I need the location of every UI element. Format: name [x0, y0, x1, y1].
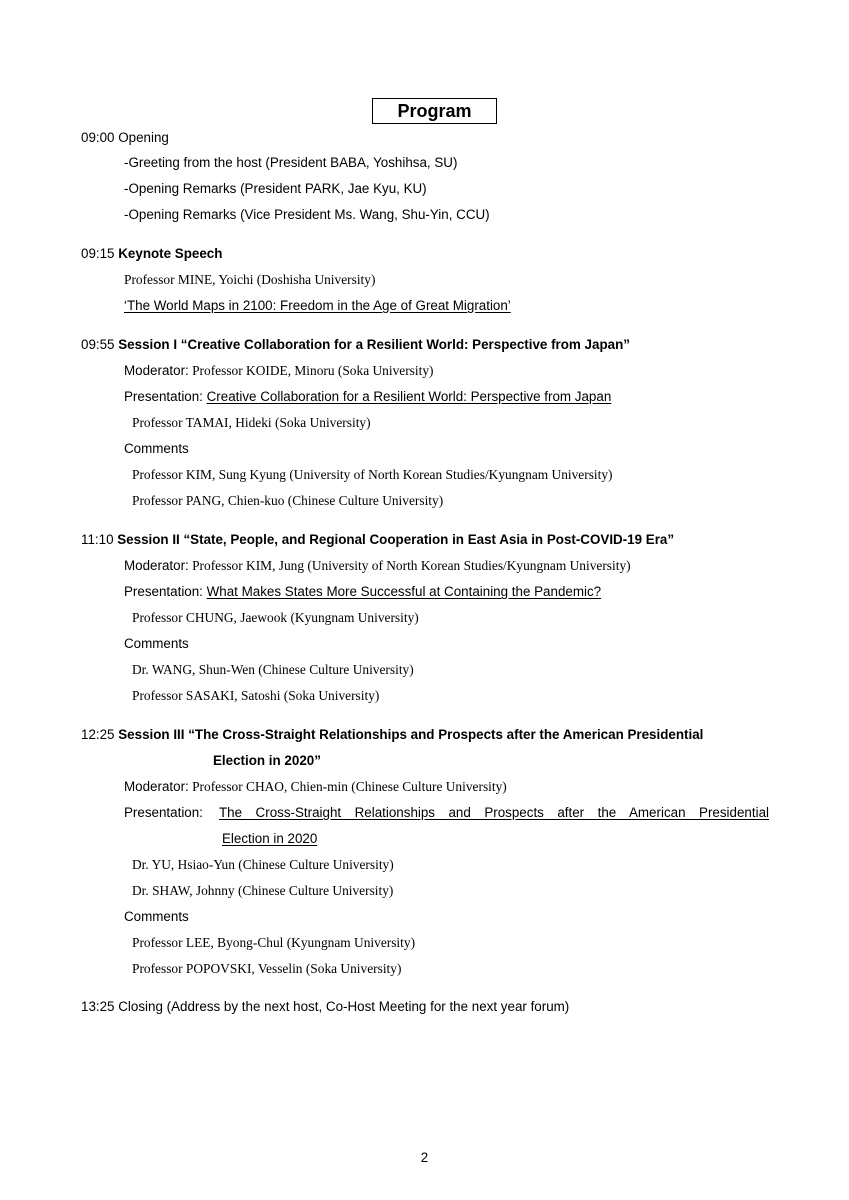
- presenter: Professor TAMAI, Hideki (Soka University): [132, 415, 371, 430]
- keynote-time: 09:15: [81, 246, 115, 261]
- presentation-title: What Makes States More Successful at Containing the Pandemic?: [206, 584, 602, 599]
- session3-heading: [81, 727, 703, 743]
- session3-title-continued: Election in 2020”: [213, 753, 321, 768]
- opening-time: 09:00: [81, 130, 115, 145]
- session3-time: 12:25: [81, 727, 115, 742]
- presentation-label: Presentation:: [124, 389, 203, 404]
- opening-item: -Opening Remarks (President PARK, Jae Kyu, KU): [124, 181, 427, 196]
- session2-title: Session II “State, People, and Regional Cooperation in East Asia in Post-COVID-19 Era”: [117, 532, 675, 547]
- session1-moderator: [124, 363, 433, 379]
- closing-label: Closing (Address by the next host, Co-Host Meeting for the next year forum): [118, 999, 570, 1014]
- moderator-label: Moderator:: [124, 558, 189, 573]
- session1-presentation: [124, 389, 611, 405]
- session2-time: 11:10: [81, 532, 114, 547]
- commenter: Professor PANG, Chien-kuo (Chinese Culture University): [132, 493, 444, 508]
- presentation-title: Creative Collaboration for a Resilient World: Perspective from Japan: [206, 389, 612, 404]
- keynote-talk-title: ‘The World Maps in 2100: Freedom in the Age of Great Migration’: [124, 298, 511, 313]
- moderator-label: Moderator:: [124, 363, 189, 378]
- presentation-title: The Cross-Straight Relationships and Prospects after the American Presidential: [219, 805, 769, 820]
- session1-time: 09:55: [81, 337, 115, 352]
- moderator-name: Professor KIM, Jung (University of North Korean Studies/Kyungnam University): [192, 558, 631, 573]
- opening-item: -Opening Remarks (Vice President Ms. Wang, Shu-Yin, CCU): [124, 207, 490, 222]
- opening-label: Opening: [118, 130, 169, 145]
- keynote-speaker: Professor MINE, Yoichi (Doshisha University): [124, 272, 376, 287]
- closing-time: 13:25: [81, 999, 115, 1014]
- session1-heading: [81, 337, 630, 353]
- session2-presentation: [124, 584, 601, 600]
- opening-heading: [81, 130, 169, 146]
- opening-item: -Greeting from the host (President BABA, Yoshihsa, SU): [124, 155, 458, 170]
- comments-label: Comments: [124, 636, 189, 651]
- moderator-name: Professor CHAO, Chien-min (Chinese Culture University): [192, 779, 507, 794]
- presentation-label: Presentation:: [124, 805, 203, 820]
- commenter: Professor LEE, Byong-Chul (Kyungnam University): [132, 935, 416, 950]
- moderator-name: Professor KOIDE, Minoru (Soka University): [192, 363, 434, 378]
- comments-label: Comments: [124, 909, 189, 924]
- session2-heading: [81, 532, 674, 548]
- commenter: Professor KIM, Sung Kyung (University of North Korean Studies/Kyungnam University): [132, 467, 613, 482]
- commenter: Professor SASAKI, Satoshi (Soka University): [132, 688, 380, 703]
- session1-title: Session I “Creative Collaboration for a Resilient World: Perspective from Japan”: [118, 337, 630, 352]
- comments-label: Comments: [124, 441, 189, 456]
- page-number: 2: [420, 1150, 429, 1165]
- commenter: Professor POPOVSKI, Vesselin (Soka University): [132, 961, 402, 976]
- presenter: Dr. SHAW, Johnny (Chinese Culture University): [132, 883, 394, 898]
- session2-moderator: [124, 558, 631, 574]
- keynote-heading: [81, 246, 222, 262]
- session3-moderator: [124, 779, 507, 795]
- closing-line: [81, 999, 569, 1015]
- presenter: Dr. YU, Hsiao-Yun (Chinese Culture University): [132, 857, 394, 872]
- presentation-title-continued: Election in 2020: [222, 831, 318, 846]
- keynote-label: Keynote Speech: [118, 246, 223, 261]
- presenter: Professor CHUNG, Jaewook (Kyungnam University): [132, 610, 419, 625]
- session3-title: Session III “The Cross-Straight Relationships and Prospects after the American Presidential: [118, 727, 704, 742]
- commenter: Dr. WANG, Shun-Wen (Chinese Culture University): [132, 662, 414, 677]
- page-title: Program: [372, 98, 497, 124]
- presentation-label: Presentation:: [124, 584, 203, 599]
- moderator-label: Moderator:: [124, 779, 189, 794]
